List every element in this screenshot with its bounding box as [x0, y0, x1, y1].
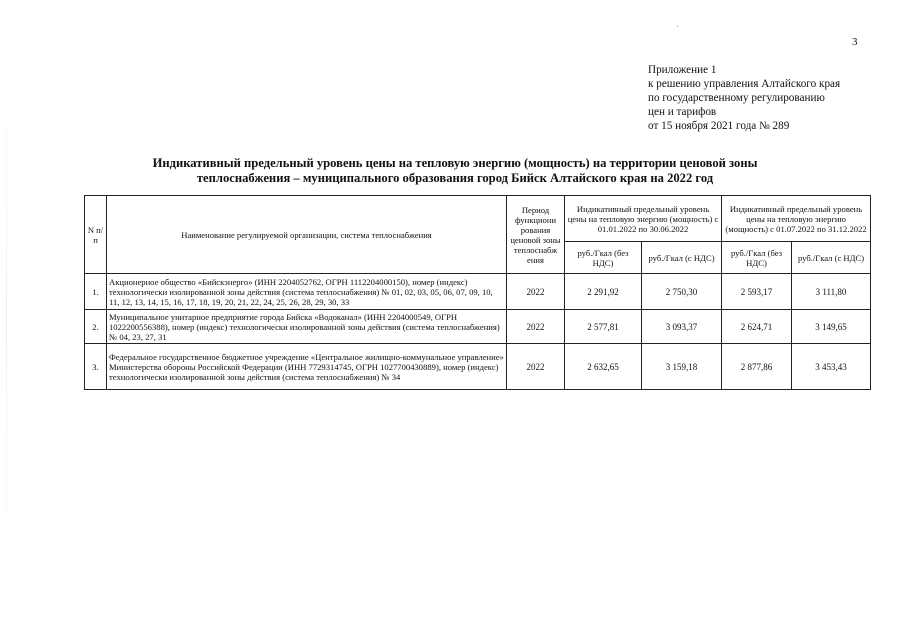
row-period: 2022 — [507, 274, 565, 310]
row-h2-no-vat: 2 593,17 — [722, 274, 792, 310]
price-table — [84, 195, 871, 390]
row-h1-no-vat: 2 577,81 — [565, 310, 642, 344]
table-row — [85, 274, 871, 310]
row-organization: Федеральное государственное бюджетное учреждение «Центральное жилищно-коммунальное управление» Министерства обороны Российской Федерации (ИНН 7729314745, ОГРН 1027700430889), номер (индекс) технологически изолированной зоны действия (система теплоснабжения) № 34 — [107, 344, 507, 390]
row-h1-vat: 2 750,30 — [642, 274, 722, 310]
appendix-line: к решению управления Алтайского края — [648, 78, 841, 90]
appendix-line: Приложение 1 — [648, 64, 717, 76]
row-organization: Акционерное общество «Бийскэнерго» (ИНН 2204052762, ОГРН 1112204000150), номер (индекс) технологически изолированной зоны действия (система теплоснабжения) № 01, 02, 03, 05, 06, 07, 09, 10, 11, 12, 13, 14, 15, 16, 17, 18, 19, 20, 21, 22, 24, 25, 26, 28, 29, 30, 33 — [107, 274, 507, 310]
header-h2-vat: руб./Гкал (с НДС) — [792, 242, 871, 274]
row-h2-vat: 3 149,65 — [792, 310, 871, 344]
header-group-h1: Индикативный предельный уровень цены на тепловую энергию (мощность) с 01.01.2022 по 30.06.2022 — [565, 196, 722, 242]
appendix-block — [648, 63, 840, 133]
appendix-line: по государственному регулированию — [648, 92, 825, 104]
document-title — [90, 156, 820, 185]
table-row — [85, 310, 871, 344]
row-num: 3. — [85, 344, 107, 390]
header-h2-no-vat: руб./Гкал (без НДС) — [722, 242, 792, 274]
scan-speck: · — [676, 22, 679, 31]
row-period: 2022 — [507, 310, 565, 344]
header-h1-vat: руб./Гкал (с НДС) — [642, 242, 722, 274]
header-name: Наименование регулируемой организации, система теплоснабжения — [107, 196, 507, 274]
header-group-h2: Индикативный предельный уровень цены на тепловую энергию (мощность) с 01.07.2022 по 31.12.2022 — [722, 196, 871, 242]
row-num: 1. — [85, 274, 107, 310]
row-h2-no-vat: 2 877,86 — [722, 344, 792, 390]
page-number: 3 — [852, 36, 858, 48]
header-period: Период функциони рования ценовой зоны теплоснабж ения — [507, 196, 565, 274]
title-line-1: Индикативный предельный уровень цены на тепловую энергию (мощность) на территории ценовой зоны — [152, 156, 758, 170]
row-h2-no-vat: 2 624,71 — [722, 310, 792, 344]
row-h1-vat: 3 159,18 — [642, 344, 722, 390]
header-num: N п/п — [85, 196, 107, 274]
appendix-line: от 15 ноября 2021 года № 289 — [648, 120, 790, 132]
row-h2-vat: 3 111,80 — [792, 274, 871, 310]
row-num: 2. — [85, 310, 107, 344]
row-period: 2022 — [507, 344, 565, 390]
row-h1-no-vat: 2 291,92 — [565, 274, 642, 310]
scan-margin-shadow — [6, 60, 7, 580]
title-line-2: теплоснабжения – муниципального образования город Бийск Алтайского края на 2022 год — [196, 170, 714, 185]
header-h1-no-vat: руб./Гкал (без НДС) — [565, 242, 642, 274]
row-h1-vat: 3 093,37 — [642, 310, 722, 344]
table-row — [85, 344, 871, 390]
appendix-line: цен и тарифов — [648, 106, 717, 118]
row-h1-no-vat: 2 632,65 — [565, 344, 642, 390]
row-h2-vat: 3 453,43 — [792, 344, 871, 390]
row-organization: Муниципальное унитарное предприятие города Бийска «Водоканал» (ИНН 2204000549, ОГРН 1022200556388), номер (индекс) технологически изолированной зоны действия (система теплоснабжения) № 04, 23, 27, 31 — [107, 310, 507, 344]
